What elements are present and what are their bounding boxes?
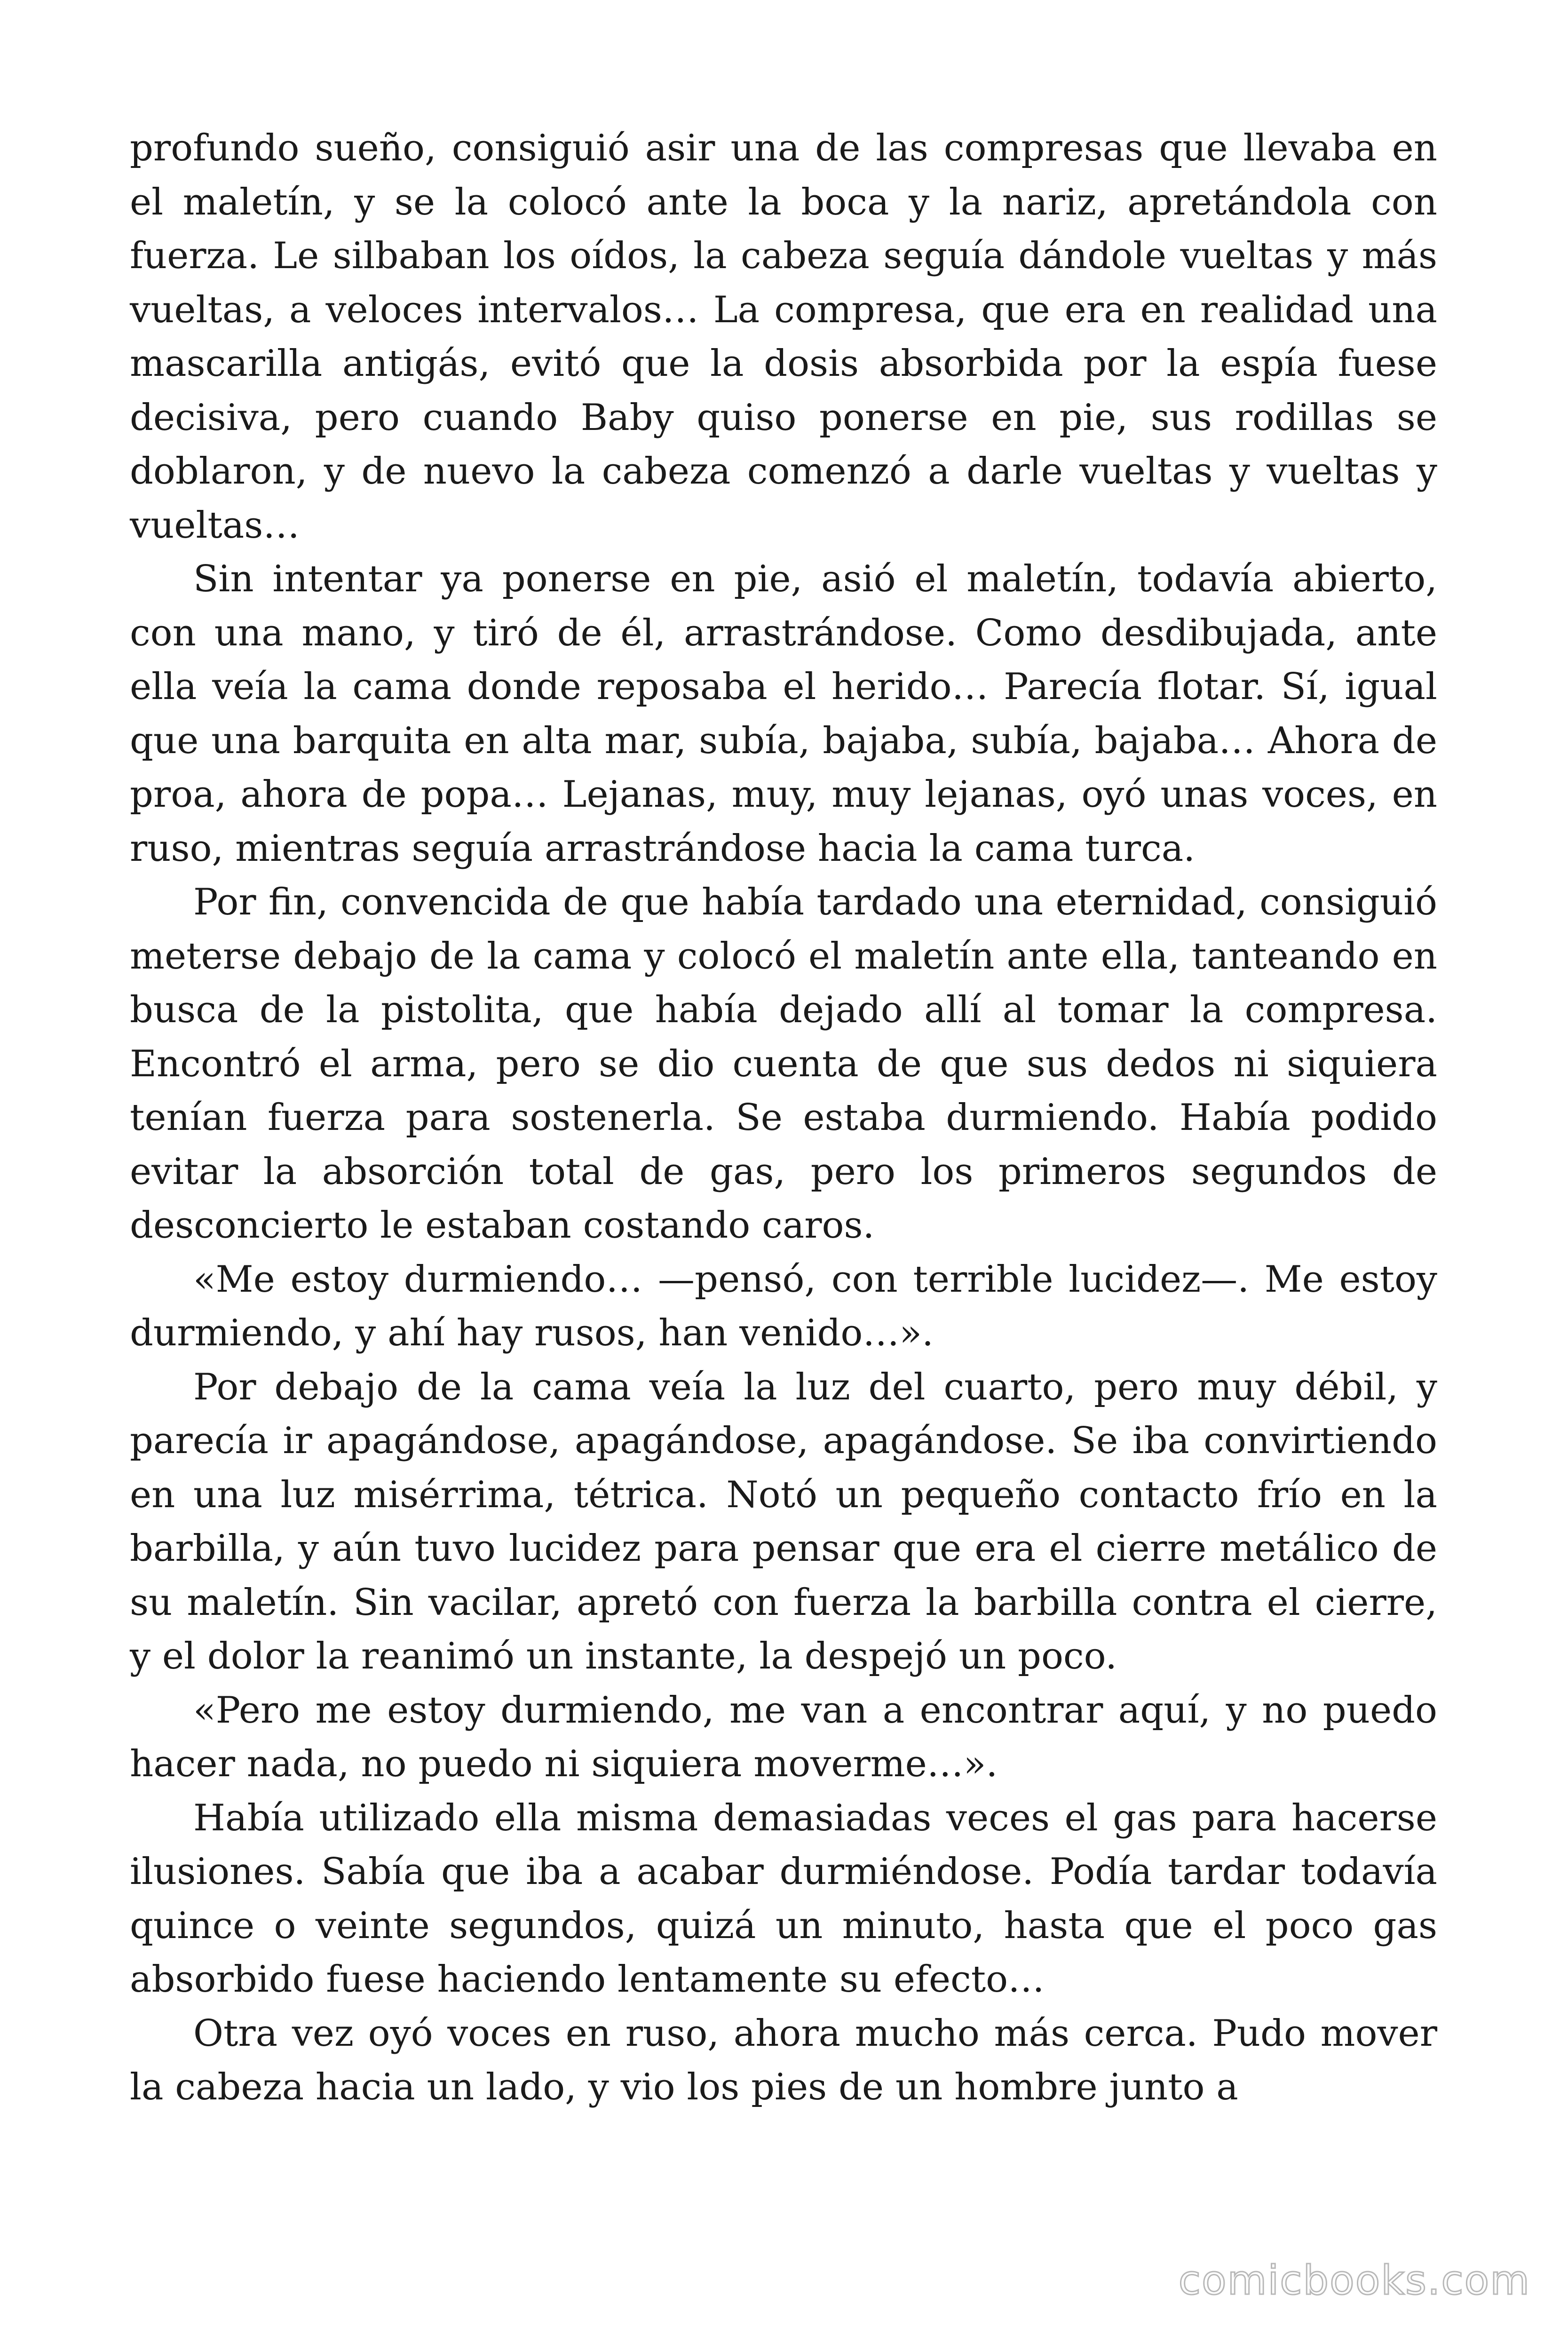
paragraph-1: profundo sueño, consiguió asir una de las compresas que llevaba en el maletín, y se la colocó ante la boca y la nariz, apretándola con fuerza. Le silbaban los oídos, la cabeza seguía dándole vueltas y más vueltas, a veloces intervalos… La compresa, que era en realidad una mascarilla antigás, evitó que la dosis absorbida por la espía fuese decisiva, pero cuando Baby quiso ponerse en pie, sus rodillas se doblaron, y de nuevo la cabeza comenzó a darle vueltas y vueltas y vueltas…	[130, 127, 1437, 547]
paragraph-4: «Me estoy durmiendo… —pensó, con terrible lucidez—. Me estoy durmiendo, y ahí hay rusos, han venido…».	[130, 1258, 1437, 1354]
paragraph-5: Por debajo de la cama veía la luz del cuarto, pero muy débil, y parecía ir apagándose, apagándose, apagándose. Se iba convirtiendo en una luz misérrima, tétrica. Notó un pequeño contacto frío en la barbilla, y aún tuvo lucidez para pensar que era el cierre metálico de su maletín. Sin vacilar, apretó con fuerza la barbilla contra el cierre, y el dolor la reanimó un instante, la despejó un poco.	[130, 1366, 1437, 1677]
paragraph-2: Sin intentar ya ponerse en pie, asió el maletín, todavía abierto, con una mano, y tiró de él, arrastrándose. Como desdibujada, ante ella veía la cama donde reposaba el herido… Parecía flotar. Sí, igual que una barquita en alta mar, subía, bajaba, subía, bajaba… Ahora de proa, ahora de popa… Lejanas, muy, muy lejanas, oyó unas voces, en ruso, mientras seguía arrastrándose hacia la cama turca.	[130, 558, 1437, 870]
paragraph-7: Había utilizado ella misma demasiadas veces el gas para hacerse ilusiones. Sabía que iba a acabar durmiéndose. Podía tardar todavía quince o veinte segundos, quizá un minuto, hasta que el poco gas absorbido fuese haciendo lentamente su efecto…	[130, 1796, 1437, 2001]
paragraph-8: Otra vez oyó voces en ruso, ahora mucho más cerca. Pudo mover la cabeza hacia un lado, y vio los pies de un hombre junto a	[130, 2012, 1437, 2108]
paragraph-3: Por fin, convencida de que había tardado una eternidad, consiguió meterse debajo de la cama y colocó el maletín ante ella, tanteando en busca de la pistolita, que había dejado allí al tomar la compresa. Encontró el arma, pero se dio cuenta de que sus dedos ni siquiera tenían fuerza para sostenerla. Se estaba durmiendo. Había podido evitar la absorción total de gas, pero los primeros segundos de desconcierto le estaban costando caros.	[130, 881, 1437, 1247]
body-text	[130, 121, 1437, 2114]
paragraph-6: «Pero me estoy durmiendo, me van a encontrar aquí, y no puedo hacer nada, no puedo ni siquiera moverme…».	[130, 1689, 1437, 1785]
watermark: comicbooks.com	[1178, 2257, 1530, 2304]
